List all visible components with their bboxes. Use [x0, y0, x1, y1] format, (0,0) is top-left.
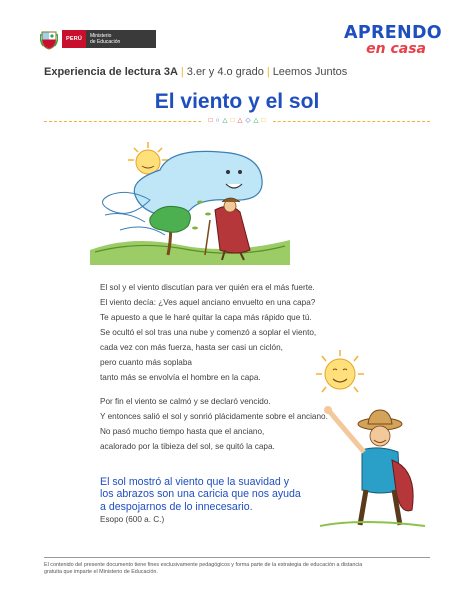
activity-lead: Experiencia de lectura 3A [44, 66, 178, 78]
footer-line: gratuita que imparte el Ministerio de Educación. [44, 569, 158, 575]
peru-label: PERÚ [62, 30, 86, 48]
story-line: Se ocultó el sol tras una nube y comenzó a soplar el viento, [100, 328, 317, 337]
logo-aprendo: APRENDO [344, 23, 442, 43]
footer-divider [44, 557, 430, 558]
story-text [100, 280, 360, 454]
story-line: El sol y el viento discutían para ver quién era el más fuerte. [100, 283, 315, 292]
story-paragraph-2 [100, 394, 360, 454]
ministry-line-1: Ministerio [90, 32, 112, 39]
separator: | [180, 66, 184, 78]
aprendo-en-casa-logo [344, 23, 442, 64]
story-line: los abrazos son una caricia que nos ayuda [100, 488, 301, 501]
story-moral [100, 476, 315, 513]
story-line: Y entonces salió el sol y sonrió plácidamente sobre el anciano. [100, 412, 328, 421]
story-line: Te apuesto a que le haré quitar la capa más rápido que tú. [100, 313, 312, 322]
story-line: a despojarnos de lo innecesario. [100, 500, 253, 513]
story-line: pero cuanto más soplaba [100, 358, 192, 367]
divider-shape-icon: △ [253, 117, 259, 124]
separator: | [266, 66, 270, 78]
wind-and-traveler-illustration [90, 140, 290, 265]
logo-en-casa: en casa [366, 41, 426, 57]
story-line: Por fin el viento se calmó y se declaró vencido. [100, 397, 271, 406]
story-line: El viento decía: ¿Ves aquel anciano envuelto en una capa? [100, 298, 316, 307]
story-line: No pasó mucho tiempo hasta que el anciano, [100, 427, 265, 436]
national-shield-icon [40, 30, 58, 50]
page-title: El viento y el sol [154, 90, 320, 113]
section-label: Leemos Juntos [272, 66, 348, 78]
story-paragraph-1 [100, 280, 360, 385]
divider-shape-icon: □ [230, 117, 235, 124]
footer-note [44, 562, 434, 576]
divider-shape-icon: △ [237, 117, 243, 124]
story-line: acalorado por la tibieza del sol, se quitó la capa. [100, 442, 275, 451]
activity-subtitle [44, 66, 444, 78]
ministry-label [86, 30, 156, 48]
divider-shape-icon: □ [208, 117, 213, 124]
footer-line: El contenido del presente documento tiene fines exclusivamente pedagógicos y forma parte de la estrategia de educación a distancia [44, 562, 363, 568]
story-line: tanto más se envolvía el hombre en la capa. [100, 373, 261, 382]
divider-symbols [201, 116, 273, 126]
grade-label: 3.er y 4.o grado [186, 66, 264, 78]
story-line: El sol mostró al viento que la suavidad y [100, 476, 290, 488]
ministry-line-2: de Educación [90, 39, 121, 45]
divider-shape-icon: □ [261, 117, 266, 124]
story-author: Esopo (600 a. C.) [100, 515, 165, 524]
divider-shape-icon: △ [222, 117, 228, 124]
page-header [0, 0, 474, 60]
divider-shape-icon: ○ [215, 117, 220, 124]
divider-shape-icon: ◇ [245, 117, 251, 124]
story-line: cada vez con más fuerza, hasta ser casi un ciclón, [100, 343, 283, 352]
